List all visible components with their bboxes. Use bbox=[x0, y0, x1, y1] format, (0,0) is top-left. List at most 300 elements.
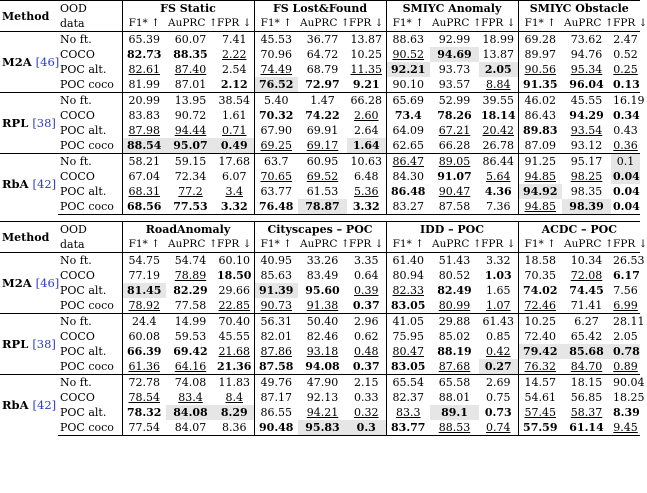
value-cell bbox=[347, 359, 386, 375]
metric-header-auprc: AuPRC ↑ bbox=[168, 238, 218, 250]
value-text: 73.4 bbox=[394, 109, 422, 122]
metric-header-f1: F1* ↑ bbox=[386, 237, 430, 253]
value-cell bbox=[166, 420, 215, 436]
metric-header-f1: F1* ↑ bbox=[254, 237, 298, 253]
value-text: 1.61 bbox=[222, 109, 247, 122]
dataset-header: IDD – POC bbox=[386, 222, 518, 238]
value-text: 46.02 bbox=[524, 94, 557, 107]
value-cell bbox=[562, 123, 611, 138]
value-text: 72.46 bbox=[524, 299, 557, 312]
value-cell bbox=[479, 77, 518, 93]
value-cell bbox=[430, 154, 479, 170]
value-cell bbox=[166, 199, 215, 215]
value-cell bbox=[298, 77, 347, 93]
value-text: 76.48 bbox=[259, 200, 294, 213]
value-text: 0.34 bbox=[613, 109, 640, 122]
value-text: 65.54 bbox=[392, 376, 424, 389]
value-text: 2.64 bbox=[354, 124, 379, 137]
value-cell bbox=[386, 344, 430, 359]
value-text: 2.12 bbox=[220, 78, 248, 91]
value-cell bbox=[430, 268, 479, 283]
value-cell bbox=[430, 314, 479, 330]
value-text: 59.15 bbox=[174, 155, 207, 168]
method-citation: [38] bbox=[32, 115, 56, 130]
table-row bbox=[0, 344, 640, 359]
value-cell bbox=[347, 62, 386, 77]
table-row bbox=[0, 375, 640, 391]
value-text: 47.90 bbox=[306, 376, 339, 389]
value-cell bbox=[254, 405, 298, 420]
metric-header-row bbox=[0, 237, 640, 253]
value-text: 95.83 bbox=[305, 421, 340, 434]
value-text: 87.40 bbox=[174, 63, 207, 76]
value-text: 60.07 bbox=[174, 33, 207, 46]
value-text: 95.07 bbox=[173, 139, 208, 152]
value-text: 69.52 bbox=[306, 170, 339, 183]
value-text: 0.1 bbox=[616, 155, 635, 168]
value-cell bbox=[215, 138, 254, 154]
value-cell bbox=[479, 314, 518, 330]
value-cell bbox=[430, 344, 479, 359]
value-cell bbox=[122, 268, 166, 283]
value-cell bbox=[347, 420, 386, 436]
value-text: 69.42 bbox=[173, 345, 208, 358]
value-text: 85.68 bbox=[569, 345, 604, 358]
ood-data-cell: POC alt. bbox=[60, 63, 107, 76]
value-cell bbox=[298, 93, 347, 109]
value-cell bbox=[430, 184, 479, 199]
value-text: 60.08 bbox=[128, 330, 160, 343]
value-cell bbox=[562, 405, 611, 420]
value-text: 59.53 bbox=[174, 330, 207, 343]
value-cell bbox=[298, 62, 347, 77]
ood-data-cell: POC alt. bbox=[60, 284, 107, 297]
value-cell bbox=[479, 298, 518, 314]
value-cell bbox=[518, 138, 562, 154]
value-cell bbox=[430, 169, 479, 184]
value-text: 63.77 bbox=[260, 185, 292, 198]
value-cell bbox=[386, 420, 430, 436]
value-cell bbox=[166, 314, 215, 330]
value-cell bbox=[611, 268, 640, 283]
value-text: 18.25 bbox=[613, 391, 645, 404]
ood-data-cell: POC coco bbox=[58, 420, 122, 436]
table-row bbox=[0, 77, 640, 93]
value-text: 0.42 bbox=[486, 345, 511, 358]
ood-data-cell: COCO bbox=[60, 109, 95, 122]
value-cell bbox=[479, 390, 518, 405]
value-cell bbox=[254, 62, 298, 77]
value-cell bbox=[562, 169, 611, 184]
value-text: 76.32 bbox=[524, 360, 557, 373]
value-cell bbox=[479, 184, 518, 199]
value-text: 82.37 bbox=[392, 391, 424, 404]
value-cell bbox=[347, 93, 386, 109]
ood-data-cell: No ft. bbox=[58, 375, 122, 391]
value-cell bbox=[254, 169, 298, 184]
value-text: 5.36 bbox=[354, 185, 379, 198]
value-cell bbox=[562, 268, 611, 283]
value-text: 89.1 bbox=[441, 406, 468, 419]
value-cell bbox=[518, 314, 562, 330]
value-cell bbox=[518, 420, 562, 436]
value-cell bbox=[479, 108, 518, 123]
value-cell bbox=[611, 253, 645, 269]
value-cell bbox=[298, 123, 347, 138]
value-text: 1.64 bbox=[352, 139, 380, 152]
metric-header-f1: F1* ↑ bbox=[122, 16, 166, 32]
value-cell bbox=[347, 108, 386, 123]
value-cell bbox=[347, 123, 386, 138]
value-text: 91.38 bbox=[306, 299, 339, 312]
value-cell bbox=[611, 138, 640, 154]
value-text: 0.04 bbox=[613, 185, 640, 198]
value-cell bbox=[518, 154, 562, 170]
value-text: 98.25 bbox=[570, 170, 603, 183]
value-cell bbox=[479, 329, 518, 344]
value-text: 83.3 bbox=[396, 406, 421, 419]
value-text: 57.59 bbox=[523, 421, 558, 434]
value-cell bbox=[122, 154, 166, 170]
value-cell bbox=[430, 32, 479, 48]
value-text: 94.69 bbox=[437, 48, 472, 61]
value-text: 80.52 bbox=[438, 269, 471, 282]
value-text: 0.04 bbox=[613, 170, 640, 183]
value-cell bbox=[122, 169, 166, 184]
value-cell bbox=[386, 253, 430, 269]
value-text: 88.54 bbox=[127, 139, 162, 152]
value-text: 95.34 bbox=[570, 63, 603, 76]
method-header: Method bbox=[0, 222, 58, 253]
value-cell bbox=[298, 154, 347, 170]
value-text: 10.63 bbox=[350, 155, 382, 168]
value-text: 58.37 bbox=[570, 406, 603, 419]
value-text: 54.75 bbox=[128, 254, 160, 267]
value-text: 78.87 bbox=[305, 200, 340, 213]
value-text: 90.56 bbox=[524, 63, 557, 76]
value-cell bbox=[122, 253, 166, 269]
value-text: 38.54 bbox=[218, 94, 250, 107]
value-cell bbox=[386, 32, 430, 48]
value-cell bbox=[254, 390, 298, 405]
value-cell bbox=[215, 298, 254, 314]
value-cell bbox=[166, 93, 215, 109]
ood-data-cell: POC coco bbox=[60, 78, 114, 91]
value-text: 2.47 bbox=[613, 33, 638, 46]
value-cell bbox=[122, 123, 166, 138]
value-cell bbox=[386, 298, 430, 314]
value-cell bbox=[298, 390, 347, 405]
metric-header-f1: F1* ↑ bbox=[254, 16, 298, 32]
value-text: 86.48 bbox=[391, 185, 426, 198]
value-text: 85.63 bbox=[260, 269, 292, 282]
table-row bbox=[0, 108, 640, 123]
value-text: 89.05 bbox=[438, 155, 471, 168]
value-text: 0.73 bbox=[484, 406, 512, 419]
value-text: 87.58 bbox=[438, 200, 471, 213]
value-text: 6.48 bbox=[354, 170, 379, 183]
method-citation: [38] bbox=[32, 336, 56, 351]
value-text: 86.44 bbox=[482, 155, 515, 168]
metric-header-auprc: AuPRC ↑ bbox=[564, 17, 614, 29]
value-cell bbox=[430, 375, 479, 391]
value-cell bbox=[386, 108, 430, 123]
value-text: 10.34 bbox=[570, 254, 603, 267]
value-cell bbox=[562, 329, 611, 344]
value-cell bbox=[215, 93, 254, 109]
value-text: 2.22 bbox=[222, 48, 247, 61]
value-cell bbox=[122, 93, 166, 109]
value-text: 0.13 bbox=[613, 78, 640, 91]
value-text: 88.63 bbox=[392, 33, 424, 46]
value-cell bbox=[518, 329, 562, 344]
value-cell bbox=[430, 138, 479, 154]
value-cell bbox=[122, 138, 166, 154]
value-cell bbox=[347, 154, 386, 170]
value-cell bbox=[479, 154, 518, 170]
value-text: 61.40 bbox=[392, 254, 424, 267]
value-text: 0.49 bbox=[220, 139, 248, 152]
value-text: 94.29 bbox=[569, 109, 604, 122]
value-cell bbox=[518, 344, 562, 359]
value-cell bbox=[479, 93, 518, 109]
table-row bbox=[0, 390, 640, 405]
value-text: 3.32 bbox=[352, 200, 380, 213]
ood-data-cell: No ft. bbox=[58, 253, 122, 269]
value-text: 91.07 bbox=[437, 170, 472, 183]
value-cell bbox=[166, 32, 215, 48]
value-cell bbox=[386, 123, 430, 138]
value-text: 82.49 bbox=[437, 284, 472, 297]
value-text: 77.58 bbox=[174, 299, 207, 312]
ood-data-cell: COCO bbox=[60, 170, 95, 183]
value-cell bbox=[298, 298, 347, 314]
value-cell bbox=[386, 154, 430, 170]
value-text: 24.4 bbox=[132, 315, 157, 328]
ood-data-cell: POC coco bbox=[58, 199, 122, 215]
table-row bbox=[0, 123, 640, 138]
value-cell bbox=[215, 108, 254, 123]
value-cell bbox=[430, 405, 479, 420]
value-text: 78.32 bbox=[127, 406, 162, 419]
dataset-header: SMIYC Anomaly bbox=[386, 1, 518, 17]
value-text: 8.4 bbox=[225, 391, 243, 404]
value-text: 2.15 bbox=[354, 376, 379, 389]
value-text: 68.56 bbox=[127, 200, 162, 213]
value-text: 93.54 bbox=[570, 124, 603, 137]
method-cell bbox=[0, 253, 58, 314]
table-row bbox=[0, 314, 640, 330]
value-text: 69.17 bbox=[306, 139, 339, 152]
value-text: 92.99 bbox=[438, 33, 471, 46]
value-text: 51.43 bbox=[438, 254, 471, 267]
value-text: 18.99 bbox=[482, 33, 515, 46]
value-text: 66.28 bbox=[438, 139, 471, 152]
value-cell bbox=[562, 199, 611, 215]
value-text: 83.77 bbox=[391, 421, 426, 434]
value-text: 49.76 bbox=[260, 376, 292, 389]
value-text: 61.14 bbox=[569, 421, 604, 434]
value-cell bbox=[518, 405, 562, 420]
value-cell bbox=[562, 93, 611, 109]
method-citation: [46] bbox=[35, 54, 60, 69]
ood-data-cell: COCO bbox=[60, 269, 95, 282]
metric-header-f1: F1* ↑ bbox=[386, 16, 430, 32]
value-cell bbox=[166, 283, 215, 298]
value-cell bbox=[562, 283, 611, 298]
value-text: 79.42 bbox=[523, 345, 558, 358]
value-cell bbox=[479, 253, 518, 269]
value-cell bbox=[562, 184, 611, 199]
value-cell bbox=[611, 390, 645, 405]
value-cell bbox=[215, 77, 254, 93]
table-row bbox=[0, 405, 640, 420]
value-cell bbox=[518, 253, 562, 269]
value-text: 0.04 bbox=[613, 200, 640, 213]
value-cell bbox=[215, 359, 254, 375]
value-cell bbox=[562, 390, 611, 405]
value-text: 0.89 bbox=[613, 360, 638, 373]
value-cell bbox=[122, 314, 166, 330]
value-cell bbox=[562, 138, 611, 154]
value-cell bbox=[611, 47, 640, 62]
value-text: 11.35 bbox=[350, 63, 382, 76]
value-cell bbox=[518, 184, 562, 199]
ood-data-cell: POC alt. bbox=[60, 345, 107, 358]
value-cell bbox=[611, 32, 640, 48]
value-cell bbox=[166, 298, 215, 314]
value-text: 56.31 bbox=[260, 315, 292, 328]
value-cell bbox=[122, 390, 166, 405]
value-cell bbox=[562, 420, 611, 436]
value-cell bbox=[298, 375, 347, 391]
value-text: 8.84 bbox=[486, 78, 511, 91]
value-text: 64.16 bbox=[174, 360, 207, 373]
value-text: 90.04 bbox=[613, 376, 645, 389]
value-text: 7.36 bbox=[486, 200, 511, 213]
method-citation: [42] bbox=[32, 397, 57, 412]
value-text: 83.27 bbox=[392, 200, 424, 213]
value-text: 83.4 bbox=[178, 391, 203, 404]
value-text: 2.05 bbox=[613, 330, 638, 343]
value-cell bbox=[611, 123, 640, 138]
value-text: 58.21 bbox=[128, 155, 160, 168]
value-text: 86.47 bbox=[392, 155, 424, 168]
value-text: 87.17 bbox=[260, 391, 292, 404]
method-cell bbox=[0, 314, 58, 375]
value-text: 20.42 bbox=[482, 124, 515, 137]
value-text: 0.43 bbox=[613, 124, 638, 137]
value-text: 83.49 bbox=[306, 269, 339, 282]
value-text: 89.83 bbox=[523, 124, 558, 137]
value-text: 93.73 bbox=[438, 63, 471, 76]
value-cell bbox=[254, 154, 298, 170]
value-cell bbox=[518, 47, 562, 62]
value-text: 82.29 bbox=[173, 284, 208, 297]
value-cell bbox=[215, 314, 254, 330]
value-text: 17.68 bbox=[218, 155, 250, 168]
value-text: 72.34 bbox=[174, 170, 207, 183]
value-text: 5.64 bbox=[486, 170, 511, 183]
value-cell bbox=[386, 314, 430, 330]
method-cell bbox=[0, 32, 58, 93]
value-text: 54.74 bbox=[174, 254, 207, 267]
ood-header-data: data bbox=[60, 17, 85, 30]
value-cell bbox=[562, 375, 611, 391]
value-cell bbox=[347, 344, 386, 359]
value-text: 0.78 bbox=[613, 345, 640, 358]
value-cell bbox=[562, 47, 611, 62]
value-cell bbox=[254, 314, 298, 330]
value-text: 98.35 bbox=[570, 185, 603, 198]
value-cell bbox=[166, 108, 215, 123]
value-text: 57.45 bbox=[524, 406, 557, 419]
dataset-header: RoadAnomaly bbox=[122, 222, 254, 238]
ood-data-cell: COCO bbox=[60, 48, 95, 61]
value-text: 87.98 bbox=[128, 124, 160, 137]
value-cell bbox=[430, 93, 479, 109]
method-name: RPL bbox=[2, 115, 29, 130]
value-text: 93.18 bbox=[306, 345, 339, 358]
value-text: 0.3 bbox=[356, 421, 376, 434]
value-cell bbox=[518, 77, 562, 93]
value-text: 2.05 bbox=[484, 63, 512, 76]
value-text: 92.21 bbox=[391, 63, 426, 76]
value-text: 69.25 bbox=[260, 139, 292, 152]
value-text: 0.52 bbox=[613, 48, 638, 61]
value-cell bbox=[611, 184, 640, 199]
value-cell bbox=[347, 32, 386, 48]
value-text: 60.10 bbox=[218, 254, 250, 267]
value-cell bbox=[518, 93, 562, 109]
value-cell bbox=[166, 359, 215, 375]
value-text: 13.95 bbox=[174, 94, 207, 107]
table-row bbox=[0, 169, 640, 184]
metric-header-auprc: AuPRC ↑ bbox=[300, 17, 350, 29]
value-cell bbox=[298, 344, 347, 359]
table-row bbox=[0, 420, 640, 436]
value-cell bbox=[122, 359, 166, 375]
value-text: 78.89 bbox=[174, 269, 207, 282]
value-text: 6.17 bbox=[613, 269, 640, 282]
value-text: 18.50 bbox=[217, 269, 252, 282]
value-cell bbox=[430, 47, 479, 62]
value-cell bbox=[562, 62, 611, 77]
value-text: 0.71 bbox=[222, 124, 247, 137]
value-text: 18.15 bbox=[570, 376, 603, 389]
value-cell bbox=[215, 154, 254, 170]
value-text: 0.27 bbox=[484, 360, 512, 373]
value-cell bbox=[611, 314, 645, 330]
value-text: 87.86 bbox=[260, 345, 292, 358]
value-cell bbox=[611, 420, 640, 436]
value-text: 72.08 bbox=[570, 269, 603, 282]
value-cell bbox=[215, 169, 254, 184]
value-text: 45.55 bbox=[570, 94, 603, 107]
header-row bbox=[0, 1, 640, 17]
value-cell bbox=[122, 344, 166, 359]
value-cell bbox=[254, 199, 298, 215]
value-cell bbox=[298, 32, 347, 48]
value-cell bbox=[347, 298, 386, 314]
value-text: 65.39 bbox=[128, 33, 160, 46]
method-name: RbA bbox=[2, 397, 29, 412]
value-cell bbox=[562, 314, 611, 330]
value-text: 78.92 bbox=[128, 299, 160, 312]
value-cell bbox=[166, 154, 215, 170]
value-cell bbox=[611, 359, 640, 375]
value-text: 6.27 bbox=[574, 315, 599, 328]
